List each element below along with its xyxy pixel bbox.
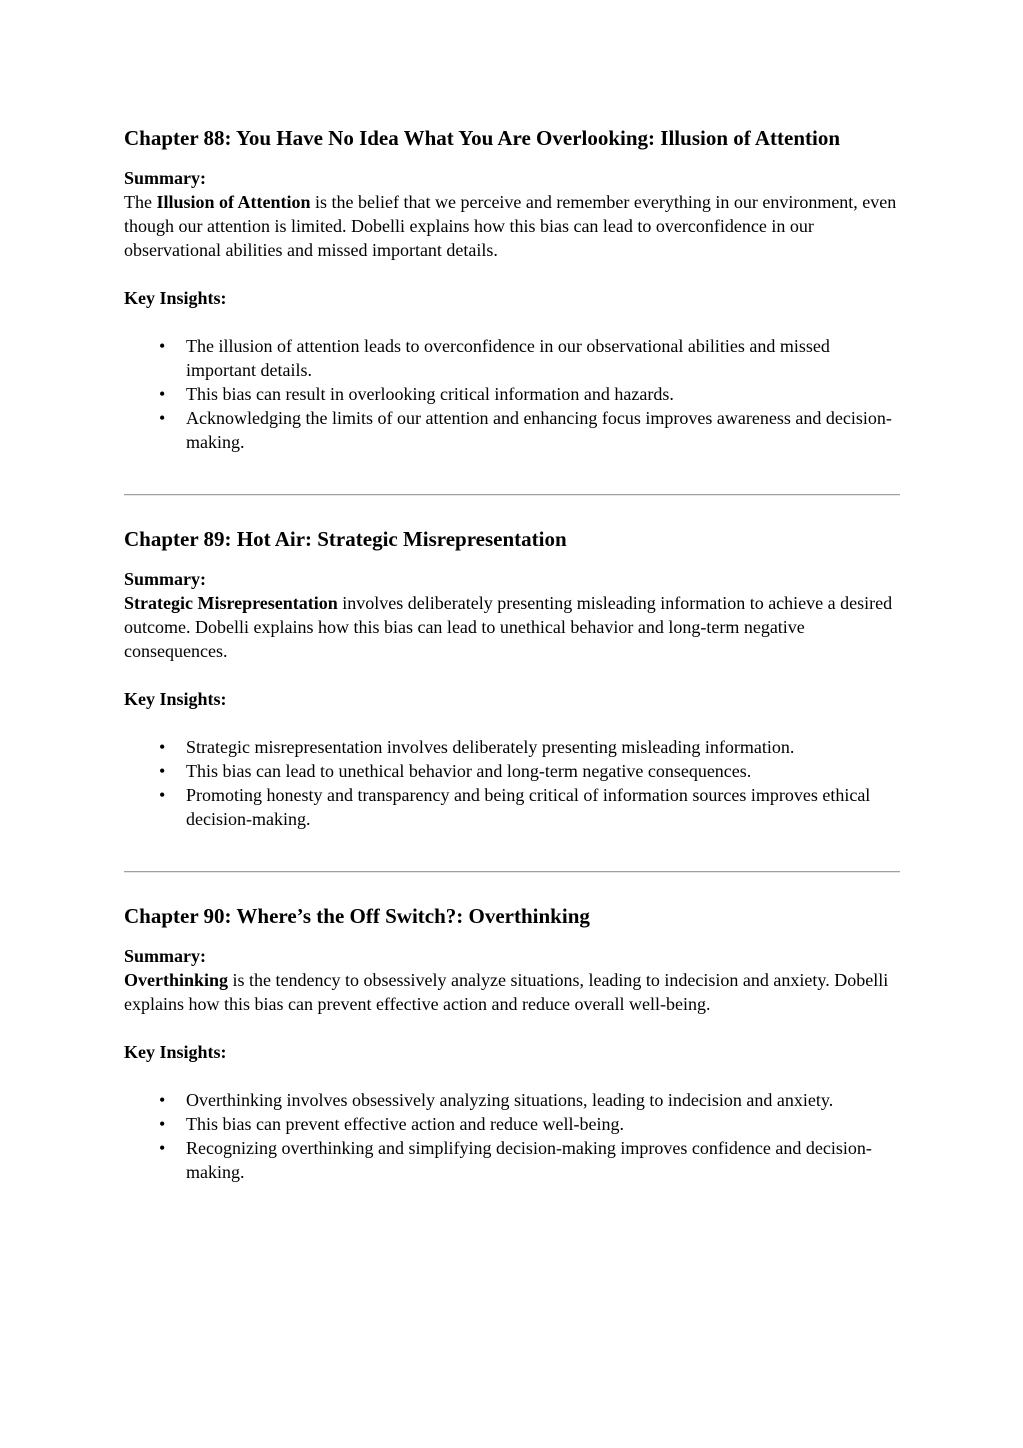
list-item: • This bias can result in overlooking critical information and hazards. [186,382,900,406]
key-insights-list [124,334,900,454]
list-item: • This bias can lead to unethical behavior and long-term negative consequences. [186,759,900,783]
section-divider [124,871,900,873]
summary-prefix: The [124,192,157,212]
chapter-title: Chapter 90: Where’s the Off Switch?: Overthinking [124,904,590,928]
summary-text [124,190,900,262]
summary-text [124,968,900,1016]
summary-body: involves deliberately presenting misleading information to achieve a desired outcome. Dobelli explains how this bias can lead to unethical behavior and long-term negative consequences. [124,593,893,661]
list-item: • Overthinking involves obsessively analyzing situations, leading to indecision and anxiety. [186,1088,900,1112]
summary-term: Illusion of Attention [156,192,311,212]
list-item: • This bias can prevent effective action and reduce well-being. [186,1112,900,1136]
summary-label: Summary: [124,569,206,589]
summary-label: Summary: [124,168,206,188]
summary-term: Strategic Misrepresentation [124,593,338,613]
list-item: • Recognizing overthinking and simplifying decision-making improves confidence and decision-making. [186,1136,900,1184]
chapter-90 [124,903,900,1184]
list-item: • The illusion of attention leads to overconfidence in our observational abilities and missed important details. [186,334,900,382]
chapter-89 [124,526,900,831]
summary-body: is the belief that we perceive and remember everything in our environment, even though our attention is limited. Dobelli explains how this bias can lead to overconfidence in our observational abilities and missed important details. [124,192,897,260]
summary-term: Overthinking [124,970,229,990]
key-insights-list [124,735,900,831]
document-page [124,125,900,1184]
summary-label: Summary: [124,946,206,966]
list-item: • Strategic misrepresentation involves deliberately presenting misleading information. [186,735,900,759]
chapter-title: Chapter 88: You Have No Idea What You Are Overlooking: Illusion of Attention [124,126,840,150]
list-item: • Acknowledging the limits of our attention and enhancing focus improves awareness and decision-making. [186,406,900,454]
summary-text [124,591,900,663]
key-insights-label: Key Insights: [124,1042,227,1062]
section-divider [124,494,900,496]
summary-body: is the tendency to obsessively analyze situations, leading to indecision and anxiety. Dobelli explains how this bias can prevent effective action and reduce overall well-being. [124,970,889,1014]
chapter-88 [124,125,900,454]
key-insights-label: Key Insights: [124,288,227,308]
key-insights-list [124,1088,900,1184]
list-item: • Promoting honesty and transparency and being critical of information sources improves ethical decision-making. [186,783,900,831]
chapter-title: Chapter 89: Hot Air: Strategic Misrepresentation [124,527,567,551]
key-insights-label: Key Insights: [124,689,227,709]
